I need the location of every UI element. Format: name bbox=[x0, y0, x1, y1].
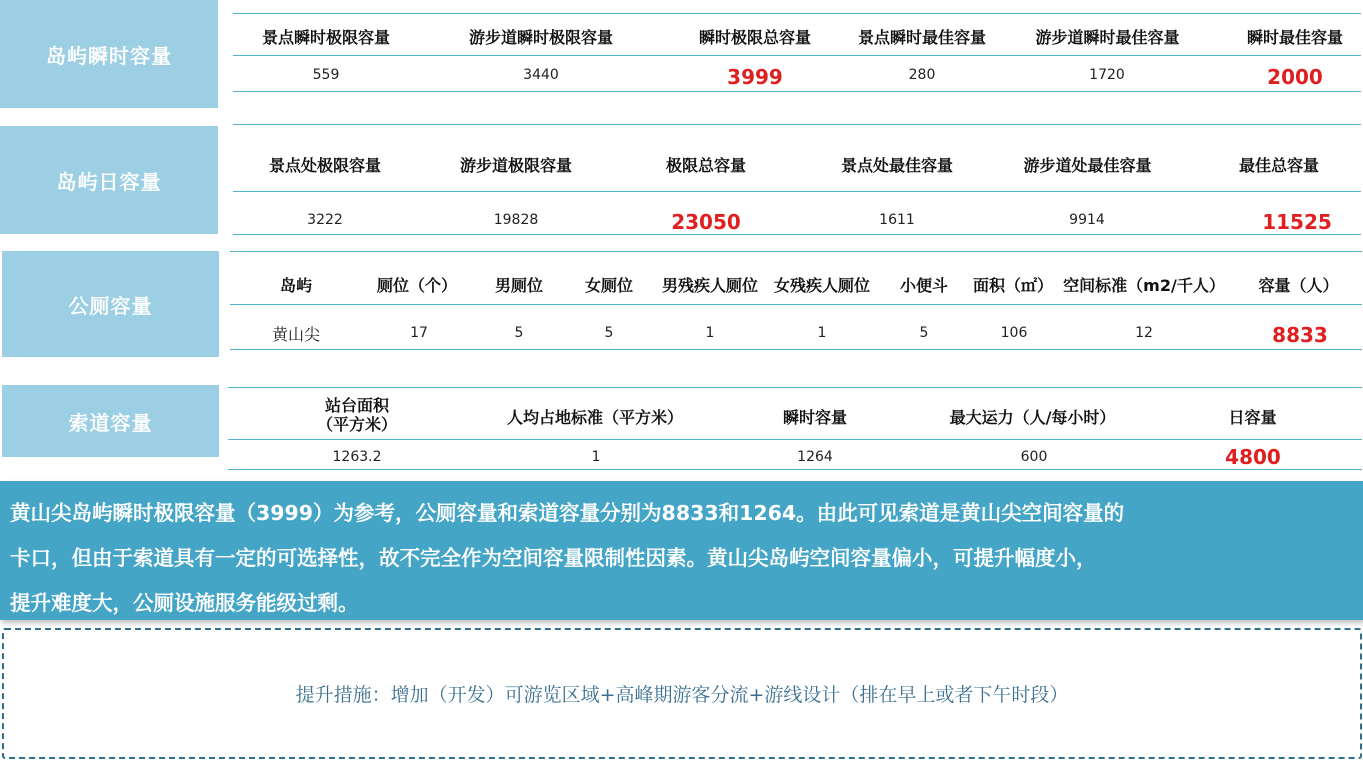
section-label-daily: 岛屿日容量 bbox=[0, 126, 218, 234]
table-header: 游步道处最佳容量 bbox=[1023, 155, 1152, 175]
table-header: 最大运力（人/每小时） bbox=[949, 407, 1116, 427]
table-header: 景点瞬时极限容量 bbox=[261, 27, 390, 47]
section-label-cableway: 索道容量 bbox=[2, 385, 219, 457]
highlight-value: 4800 bbox=[1225, 445, 1281, 469]
rule bbox=[230, 251, 1362, 252]
table-cell: 1264 bbox=[797, 449, 833, 465]
table-header: 男厕位 bbox=[494, 275, 543, 295]
highlight-value: 2000 bbox=[1267, 65, 1323, 89]
table-header: 游步道瞬时极限容量 bbox=[468, 27, 613, 47]
table-header: 景点瞬时最佳容量 bbox=[857, 27, 986, 47]
table-cell: 5 bbox=[514, 325, 524, 341]
table-cell: 3440 bbox=[523, 67, 559, 83]
table-cell: 12 bbox=[1135, 325, 1153, 341]
table-cell: 280 bbox=[908, 67, 936, 83]
table-cell: 1263.2 bbox=[332, 449, 382, 465]
table-cell: 1611 bbox=[879, 212, 915, 228]
table-cell: 17 bbox=[410, 325, 428, 341]
highlight-value: 8833 bbox=[1272, 323, 1328, 347]
table-header: 岛屿 bbox=[279, 275, 312, 295]
table-header: 日容量 bbox=[1228, 407, 1277, 427]
rule bbox=[230, 304, 1362, 305]
table-cell: 1 bbox=[705, 325, 715, 341]
table-cell: 1 bbox=[817, 325, 827, 341]
rule bbox=[233, 13, 1361, 14]
table-cell: 5 bbox=[919, 325, 929, 341]
rule bbox=[228, 439, 1362, 440]
table-header: 容量（人） bbox=[1258, 275, 1339, 295]
section-label-toilet: 公厕容量 bbox=[2, 251, 219, 357]
table-header: 极限总容量 bbox=[665, 155, 746, 175]
table-cell: 559 bbox=[312, 67, 340, 83]
table-header: 人均占地标准（平方米） bbox=[506, 407, 683, 427]
section-label-instant: 岛屿瞬时容量 bbox=[0, 0, 218, 108]
summary-line: 卡口，但由于索道具有一定的可选择性，故不完全作为空间容量限制性因素。黄山尖岛屿空间容量偏小，可提升幅度小， bbox=[10, 546, 1097, 570]
rule bbox=[233, 234, 1361, 235]
summary-line: 黄山尖岛屿瞬时极限容量（3999）为参考，公厕容量和索道容量分别为8833和1264。由此可见索道是黄山尖空间容量的 bbox=[10, 501, 1125, 525]
table-cell: 黄山尖 bbox=[271, 324, 320, 344]
table-cell: 3222 bbox=[307, 212, 343, 228]
table-header: 女残疾人厕位 bbox=[773, 275, 870, 295]
table-cell: 106 bbox=[1000, 325, 1028, 341]
rule bbox=[228, 387, 1362, 388]
table-header: 女厕位 bbox=[584, 275, 633, 295]
table-header: 游步道瞬时最佳容量 bbox=[1035, 27, 1180, 47]
rule bbox=[233, 91, 1361, 92]
measures-box bbox=[2, 628, 1362, 759]
table-header: 瞬时极限总容量 bbox=[698, 27, 811, 47]
table-header: 空间标准（m2/千人） bbox=[1063, 275, 1225, 295]
table-header: 游步道极限容量 bbox=[459, 155, 572, 175]
table-header: 最佳总容量 bbox=[1238, 155, 1319, 175]
summary-banner bbox=[0, 481, 1363, 620]
table-header: 瞬时容量 bbox=[782, 407, 847, 427]
measures-text: 提升措施：增加（开发）可游览区域+高峰期游客分流+游线设计（排在早上或者下午时段） bbox=[295, 684, 1069, 706]
highlight-value: 11525 bbox=[1262, 210, 1332, 234]
rule bbox=[230, 349, 1362, 350]
table-header: 男残疾人厕位 bbox=[661, 275, 758, 295]
table-cell: 1 bbox=[591, 449, 601, 465]
table-header: 面积（㎡） bbox=[972, 275, 1053, 295]
table-cell: 9914 bbox=[1069, 212, 1105, 228]
rule bbox=[228, 469, 1362, 470]
table-header: 景点处极限容量 bbox=[268, 155, 381, 175]
table-header: 厕位（个） bbox=[376, 275, 457, 295]
table-cell: 1720 bbox=[1089, 67, 1125, 83]
rule bbox=[233, 124, 1361, 125]
highlight-value: 3999 bbox=[727, 65, 783, 89]
table-header: 景点处最佳容量 bbox=[840, 155, 953, 175]
table-header: 站台面积 （平方米） bbox=[316, 396, 397, 434]
rule bbox=[233, 55, 1361, 56]
highlight-value: 23050 bbox=[671, 210, 741, 234]
table-cell: 5 bbox=[604, 325, 614, 341]
table-cell: 600 bbox=[1020, 449, 1048, 465]
table-cell: 19828 bbox=[493, 212, 539, 228]
summary-line: 提升难度大，公厕设施服务能级过剩。 bbox=[10, 591, 359, 615]
table-header: 瞬时最佳容量 bbox=[1246, 27, 1343, 47]
rule bbox=[233, 191, 1361, 192]
table-header: 小便斗 bbox=[899, 275, 948, 295]
